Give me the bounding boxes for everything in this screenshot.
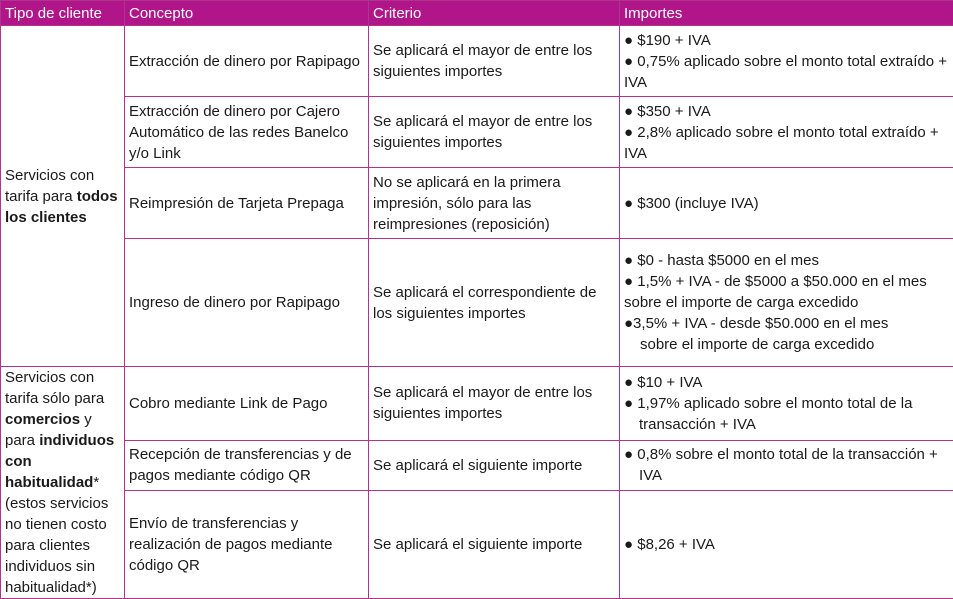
importe-line: ● $10 + IVA xyxy=(624,373,703,391)
criterio-cell: Se aplicará el siguiente importe xyxy=(369,491,620,599)
importe-line: ● $190 + IVA xyxy=(624,31,711,49)
importes-cell xyxy=(620,168,953,239)
criterio-cell: Se aplicará el mayor de entre los siguientes importes xyxy=(369,97,620,168)
importes-cell xyxy=(620,97,953,168)
header-row xyxy=(1,1,953,26)
table-row xyxy=(1,168,953,239)
client-type-text: Servicios con tarifa para xyxy=(5,166,95,205)
table-row xyxy=(1,26,953,97)
criterio-cell: Se aplicará el correspondiente de los siguientes importes xyxy=(369,239,620,367)
importe-line: ● $0 - hasta $5000 en el mes xyxy=(624,252,820,269)
importe-line: ● 0,75% aplicado sobre el monto total extraído + IVA xyxy=(624,52,948,91)
importes-cell xyxy=(620,367,953,441)
concepto-cell: Extracción de dinero por Rapipago xyxy=(125,26,369,97)
table-row xyxy=(1,97,953,168)
client-type-bold: comercios xyxy=(5,411,81,428)
criterio-cell: Se aplicará el mayor de entre los siguientes importes xyxy=(369,26,620,97)
importe-line: ● 2,8% aplicado sobre el monto total extraído + IVA xyxy=(624,123,939,162)
client-type-text: y para xyxy=(5,411,92,449)
importes-cell xyxy=(620,26,953,97)
client-type-bold: individuos con habitualidad xyxy=(5,432,115,491)
concepto-cell: Reimpresión de Tarjeta Prepaga xyxy=(125,168,369,239)
client-type-merchants xyxy=(1,367,125,599)
criterio-cell: Se aplicará el siguiente importe xyxy=(369,440,620,490)
concepto-cell: Ingreso de dinero por Rapipago xyxy=(125,239,369,367)
table-row xyxy=(1,440,953,490)
importe-line: ● $350 + IVA xyxy=(624,102,711,120)
importe-line: ● 1,5% + IVA - de $5000 a $50.000 en el mes sobre el importe de carga excedido xyxy=(624,273,927,311)
importe-line: ● $300 (incluye IVA) xyxy=(624,194,759,212)
header-tipo-cliente: Tipo de cliente xyxy=(1,1,125,26)
table-row xyxy=(1,367,953,441)
client-type-all xyxy=(1,26,125,367)
table-row xyxy=(1,491,953,599)
client-type-text: Servicios con tarifa sólo para xyxy=(5,369,105,407)
client-type-note: * (estos servicios no tienen costo para clientes individuos sin habitualidad*) xyxy=(5,474,109,596)
table-row xyxy=(1,239,953,367)
importe-line: ●3,5% + IVA - desde $50.000 en el mes xyxy=(624,315,889,332)
importe-line: ● 1,97% aplicado sobre el monto total de la transacción + IVA xyxy=(624,394,913,433)
criterio-cell: No se aplicará en la primera impresión, sólo para las reimpresiones (reposición) xyxy=(369,168,620,239)
concepto-cell: Recepción de transferencias y de pagos mediante código QR xyxy=(125,440,369,490)
header-concepto: Concepto xyxy=(125,1,369,26)
header-criterio: Criterio xyxy=(369,1,620,26)
criterio-cell: Se aplicará el mayor de entre los siguientes importes xyxy=(369,367,620,441)
concepto-cell: Envío de transferencias y realización de pagos mediante código QR xyxy=(125,491,369,599)
importe-line: sobre el importe de carga excedido xyxy=(640,336,875,353)
concepto-cell: Extracción de dinero por Cajero Automático de las redes Banelco y/o Link xyxy=(125,97,369,168)
concepto-cell: Cobro mediante Link de Pago xyxy=(125,367,369,441)
importe-line: ● $8,26 + IVA xyxy=(624,536,715,554)
header-importes: Importes xyxy=(620,1,953,26)
importes-cell xyxy=(620,491,953,599)
importes-cell xyxy=(620,440,953,490)
client-type-bold: todos los clientes xyxy=(5,187,118,226)
importes-cell xyxy=(620,239,953,367)
importe-line: ● 0,8% sobre el monto total de la transacción + IVA xyxy=(624,446,938,485)
